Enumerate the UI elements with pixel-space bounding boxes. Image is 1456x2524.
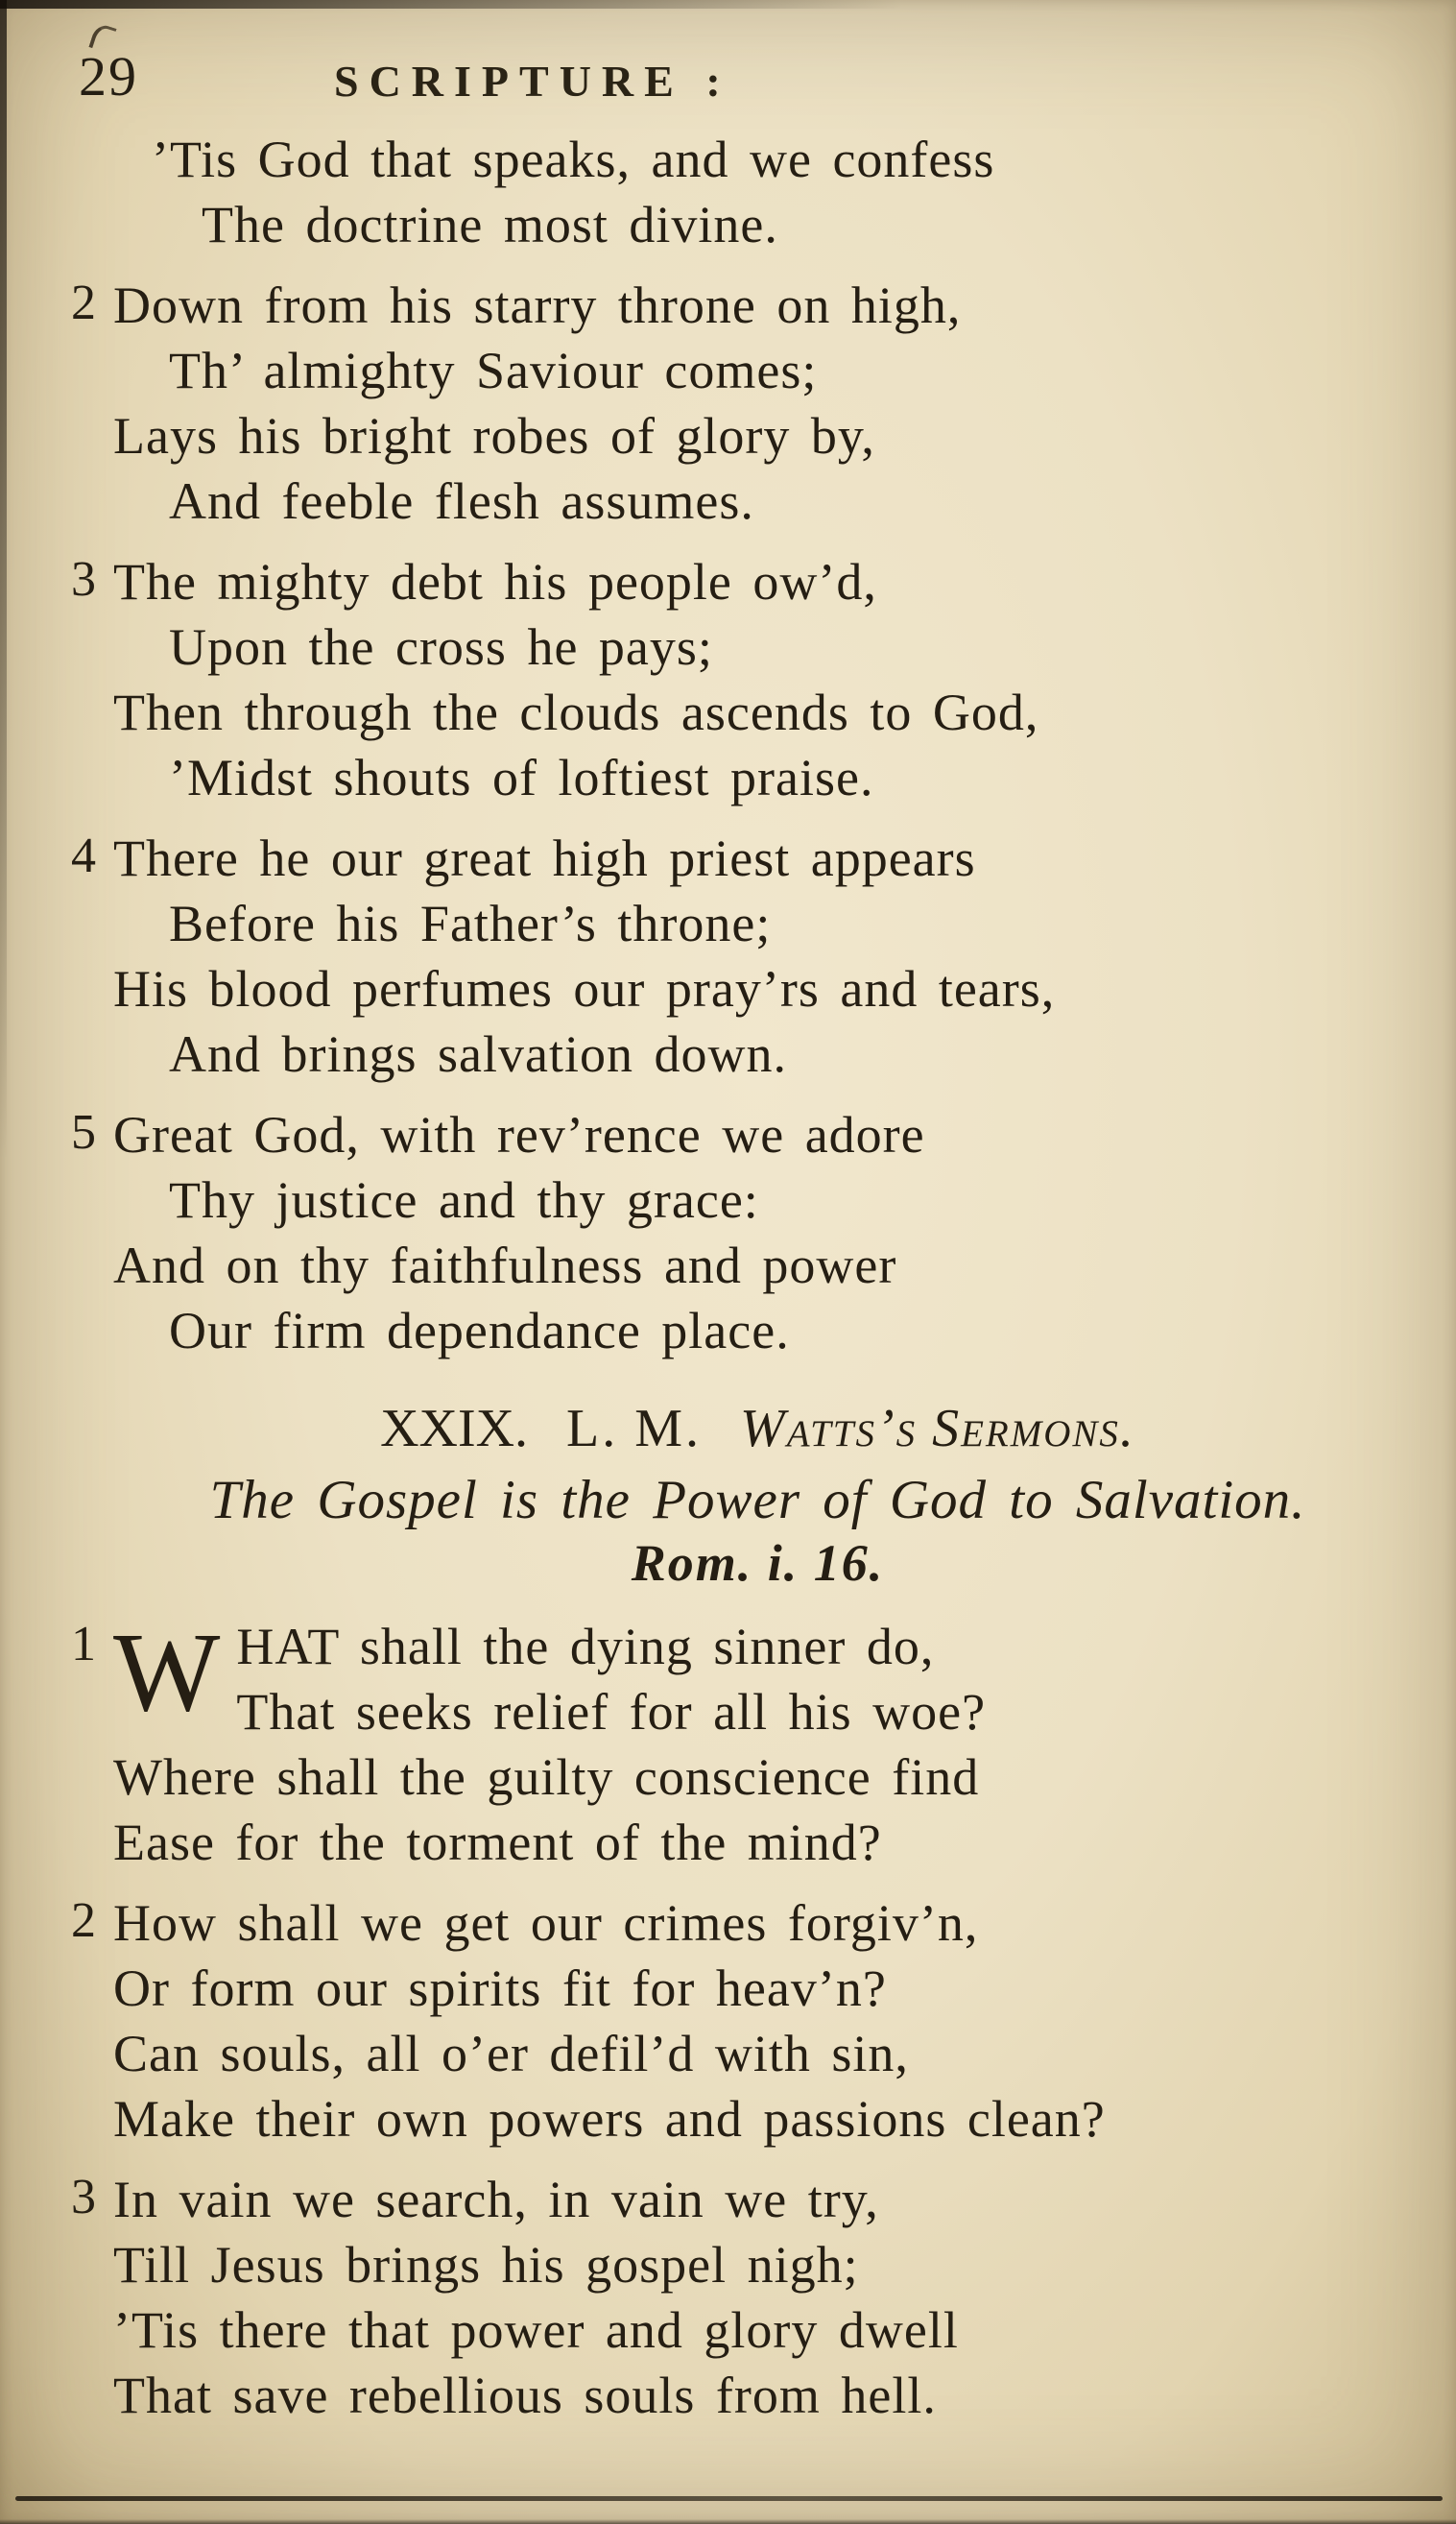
hymn-previous bbox=[71, 127, 1402, 1363]
verse-line: Our firm dependance place. bbox=[169, 1302, 790, 1359]
verse-line: Great God, with rev’rence we adore bbox=[113, 1106, 925, 1164]
verse-line: ’Tis God that speaks, and we confess bbox=[152, 131, 995, 188]
verse-line: ’Tis there that power and glory dwell bbox=[113, 2301, 959, 2359]
verse-line: Th’ almighty Saviour comes; bbox=[169, 342, 818, 399]
verse-line: Ease for the torment of the mind? bbox=[113, 1814, 882, 1871]
stanza bbox=[113, 127, 1402, 257]
verse-line: ’Midst shouts of loftiest praise. bbox=[169, 749, 874, 806]
verse-line: Where shall the guilty conscience find bbox=[113, 1748, 980, 1806]
page-number: 29 bbox=[79, 45, 138, 108]
verse-number: 3 bbox=[71, 552, 96, 607]
verse-line: That seeks relief for all his woe? bbox=[236, 1683, 987, 1741]
verse-line: And brings salvation down. bbox=[169, 1025, 787, 1083]
verse-number: 1 bbox=[71, 1617, 96, 1671]
hymn-xxix bbox=[71, 1398, 1402, 2428]
hymn-source: Watts’s Sermons. bbox=[740, 1399, 1135, 1458]
stanza bbox=[71, 2167, 1402, 2428]
dropcap-initial: W bbox=[113, 1609, 222, 1735]
verse-line: The doctrine most divine. bbox=[202, 196, 778, 253]
stanza bbox=[71, 549, 1402, 810]
verse-line: That save rebellious souls from hell. bbox=[113, 2367, 937, 2424]
hymn-meter: L. M. bbox=[566, 1399, 703, 1458]
scripture-reference: Rom. i. 16. bbox=[631, 1534, 885, 1592]
hymn-number: XXIX. bbox=[380, 1399, 529, 1458]
verse-line-text: HAT shall the dying sinner do, bbox=[236, 1618, 935, 1675]
running-title: SCRIPTURE : bbox=[334, 57, 731, 106]
page-bottom-rule bbox=[15, 2496, 1443, 2501]
verse-line: And on thy faithfulness and power bbox=[113, 1237, 897, 1294]
verse-line: Can souls, all o’er defil’d with sin, bbox=[113, 2025, 909, 2082]
verse-number: 5 bbox=[71, 1105, 96, 1160]
verse-line: There he our great high priest appears bbox=[113, 829, 976, 887]
verse-line: Thy justice and thy grace: bbox=[169, 1171, 759, 1229]
hymn-text-block bbox=[0, 100, 1456, 2428]
stanza bbox=[71, 1102, 1402, 1363]
verse-line: In vain we search, in vain we try, bbox=[113, 2171, 879, 2228]
page-header bbox=[0, 0, 1456, 108]
stanza bbox=[71, 273, 1402, 534]
verse-line: Down from his starry throne on high, bbox=[113, 276, 962, 334]
scan-artifact-bottom-edge bbox=[0, 2519, 1456, 2524]
verse-line: Till Jesus brings his gospel nigh; bbox=[113, 2236, 859, 2294]
verse-line: Or form our spirits fit for heav’n? bbox=[113, 1959, 887, 2017]
verse-line: Make their own powers and passions clean? bbox=[113, 2090, 1106, 2148]
stanza bbox=[71, 1890, 1402, 2151]
verse-number: 2 bbox=[71, 276, 96, 330]
verse-number: 2 bbox=[71, 1893, 96, 1948]
verse-line: The mighty debt his people ow’d, bbox=[113, 553, 877, 611]
verse-line: His blood perfumes our pray’rs and tears, bbox=[113, 960, 1056, 1018]
scan-artifact-left-edge bbox=[0, 0, 7, 1161]
verse-line: How shall we get our crimes forgiv’n, bbox=[113, 1894, 979, 1952]
verse-line: Lays his bright robes of glory by, bbox=[113, 407, 875, 465]
verse-line: Before his Father’s throne; bbox=[169, 895, 772, 952]
stanza bbox=[71, 826, 1402, 1087]
verse-line: Then through the clouds ascends to God, bbox=[113, 684, 1039, 741]
verse-line: And feeble flesh assumes. bbox=[169, 472, 754, 530]
verse-number: 4 bbox=[71, 829, 96, 883]
hymn-heading bbox=[113, 1398, 1402, 1459]
hymn-title: The Gospel is the Power of God to Salvation. bbox=[209, 1470, 1306, 1530]
verse-number: 3 bbox=[71, 2170, 96, 2224]
verse-line: Upon the cross he pays; bbox=[169, 618, 713, 676]
stanza bbox=[71, 1609, 1402, 1875]
